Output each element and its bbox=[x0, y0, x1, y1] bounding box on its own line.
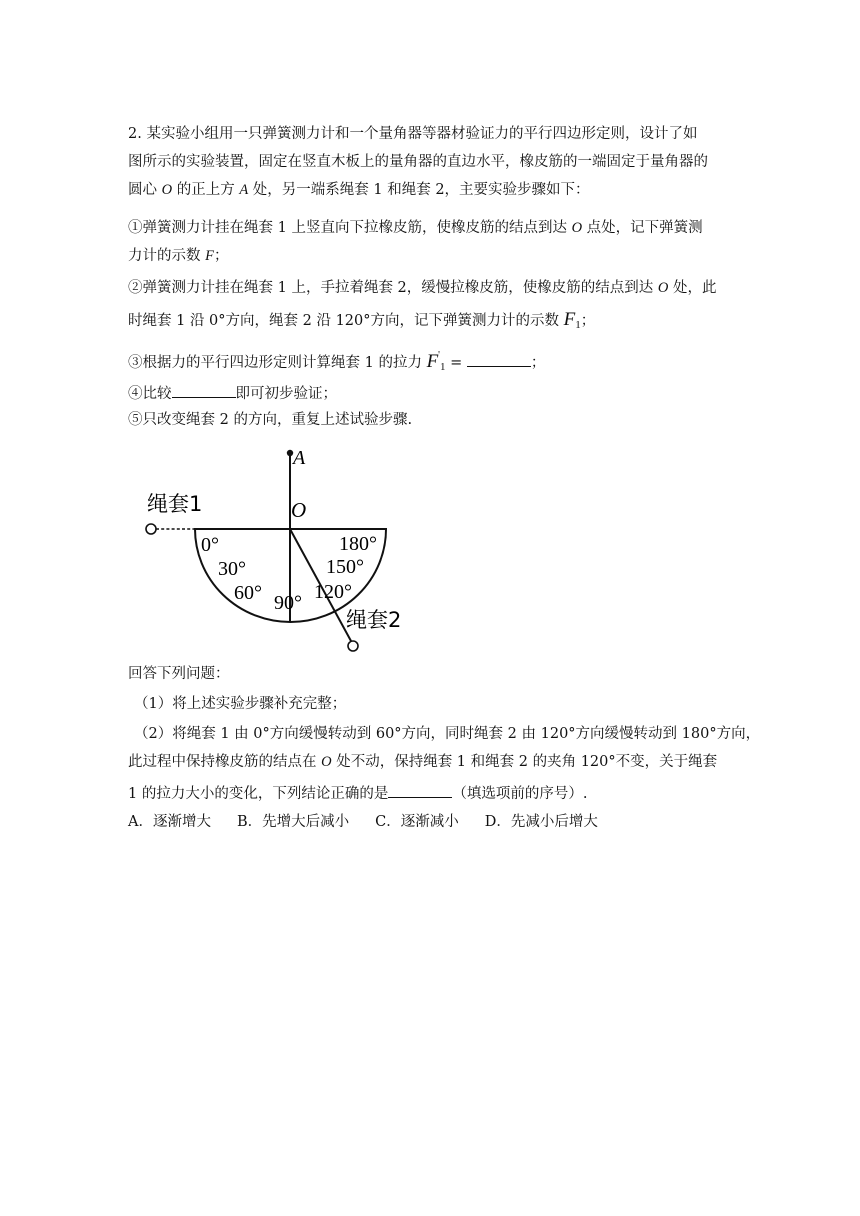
angle-label-180: 180° bbox=[339, 533, 377, 555]
problem-intro-line-1: 2. 某实验小组用一只弹簧测力计和一个量角器等器材验证力的平行四边形定则，设计了如 bbox=[128, 126, 698, 142]
label-a: A bbox=[293, 447, 306, 469]
label-rope-1: 绳套1 bbox=[147, 492, 203, 516]
problem-intro-line-2: 图所示的实验装置，固定在竖直木板上的量角器的直边水平，橡皮筋的一端固定于量角器的 bbox=[128, 154, 708, 170]
force-f1-prime: $F'_1$ bbox=[426, 350, 446, 373]
option-c[interactable]: C．逐渐减小 bbox=[375, 814, 459, 830]
label-rope-2: 绳套2 bbox=[346, 608, 402, 632]
angle-label-150: 150° bbox=[326, 556, 364, 578]
angle-label-120: 120° bbox=[314, 581, 352, 603]
step-2-line-2: 时绳套 1 沿 0°方向，绳套 2 沿 120°方向，记下弹簧测力计的示数 $F_1$； bbox=[128, 309, 596, 331]
option-b[interactable]: B．先增大后减小 bbox=[236, 814, 350, 830]
question-2-line-1: （2）将绳套 1 由 0°方向缓慢转动到 60°方向，同时绳套 2 由 120°方向缓慢转动到 180°方向， bbox=[134, 726, 761, 742]
step-5-line: ⑤只改变绳套 2 的方向，重复上述试验步骤. bbox=[128, 412, 413, 428]
step-1-line-2: 力计的示数 F； bbox=[128, 248, 229, 264]
step-3-line: ③根据力的平行四边形定则计算绳套 1 的拉力 $F'_1$ = ； bbox=[128, 350, 546, 373]
step-2-line-1: ②弹簧测力计挂在绳套 1 上，手拉着绳套 2，缓慢拉橡皮筋，使橡皮筋的结点到达 O 处，此 bbox=[128, 280, 717, 296]
options-row bbox=[128, 812, 598, 832]
angle-label-0: 0° bbox=[201, 534, 219, 556]
rope-2-ring bbox=[348, 641, 358, 651]
step-4-line: ④比较 即可初步验证； bbox=[128, 382, 337, 404]
answer-prompt: 回答下列问题： bbox=[128, 666, 230, 682]
question-2-line-2: 此过程中保持橡皮筋的结点在 O 处不动，保持绳套 1 和绳套 2 的夹角 120°不变，关于绳套 bbox=[128, 754, 718, 770]
rope-1-ring bbox=[146, 524, 156, 534]
force-f1: $F_1$ bbox=[563, 309, 581, 331]
question-1: （1）将上述实验步骤补充完整； bbox=[134, 696, 347, 712]
answer-blank-step3[interactable] bbox=[467, 351, 531, 367]
answer-blank-q2[interactable] bbox=[388, 782, 452, 798]
problem-intro-line-3: 圆心 O 的正上方 A 处，另一端系绳套 1 和绳套 2，主要实验步骤如下： bbox=[128, 182, 590, 198]
angle-label-30: 30° bbox=[218, 558, 246, 580]
step-1-line-1: ①弹簧测力计挂在绳套 1 上竖直向下拉橡皮筋，使橡皮筋的结点到达 O 点处，记下弹簧测 bbox=[128, 220, 703, 236]
angle-label-90: 90° bbox=[274, 592, 302, 614]
protractor-figure bbox=[140, 440, 430, 660]
angle-label-60: 60° bbox=[234, 582, 262, 604]
answer-blank-step4[interactable] bbox=[172, 382, 236, 398]
label-o: O bbox=[291, 498, 307, 522]
question-2-line-3: 1 的拉力大小的变化，下列结论正确的是 （填选项前的序号）. bbox=[128, 782, 587, 804]
option-d[interactable]: D．先减小后增大 bbox=[484, 814, 598, 830]
option-a[interactable]: A．逐渐增大 bbox=[128, 814, 211, 830]
